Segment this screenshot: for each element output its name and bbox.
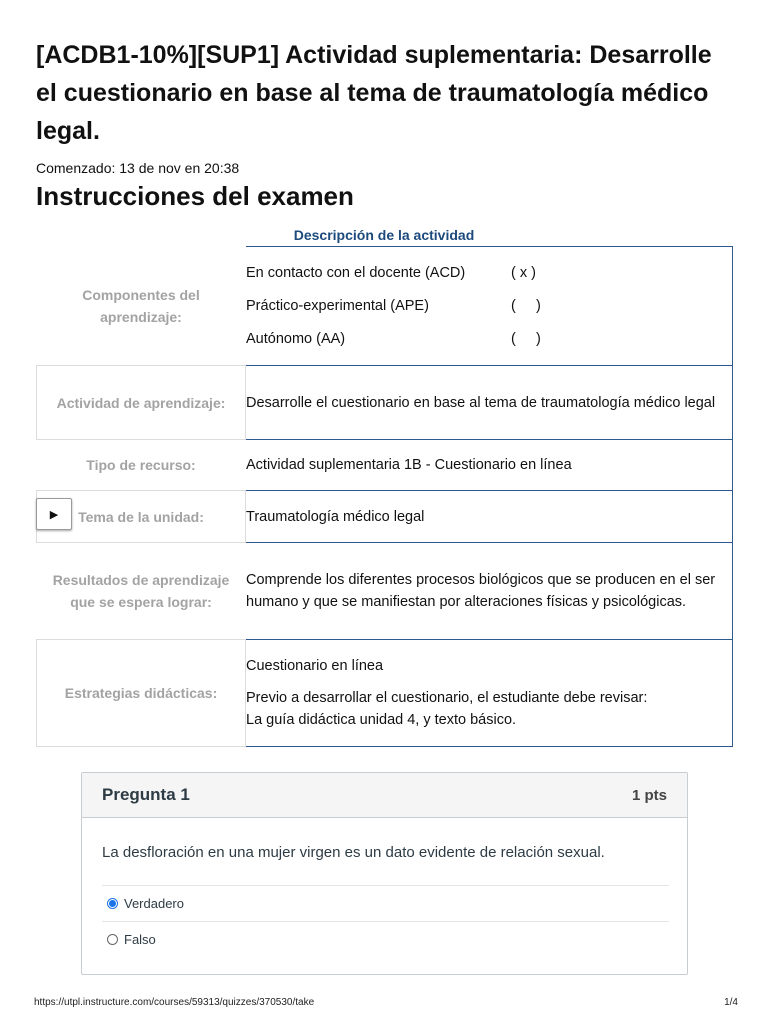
- resource-label: Tipo de recurso:: [37, 440, 246, 491]
- unit-label: Tema de la unidad:: [37, 491, 246, 543]
- unit-value: Traumatología médico legal: [246, 491, 733, 543]
- activity-description-caption: Descripción de la actividad: [293, 227, 475, 243]
- resource-value: Actividad suplementaria 1B - Cuestionario en línea: [246, 440, 733, 491]
- component-mark: ( ): [511, 298, 541, 314]
- answer-option-verdadero[interactable]: [102, 885, 669, 921]
- results-label: Resultados de aprendizaje que se espera lograr:: [37, 543, 246, 640]
- table-row: [37, 247, 733, 366]
- strategies-line: Cuestionario en línea: [246, 658, 384, 674]
- component-name: Práctico-experimental (APE): [246, 298, 429, 314]
- component-name: En contacto con el docente (ACD): [246, 265, 466, 281]
- strategies-value: [246, 640, 733, 747]
- component-name: Autónomo (AA): [246, 331, 346, 347]
- print-page-number: 1/4: [724, 997, 738, 1008]
- component-row: [246, 257, 732, 290]
- table-row: [37, 543, 733, 640]
- strategies-line: La guía didáctica unidad 4, y texto básico.: [246, 712, 517, 728]
- question-title: Pregunta 1: [102, 785, 190, 804]
- table-row: [37, 440, 733, 491]
- print-url: https://utpl.instructure.com/courses/59313/quizzes/370530/take: [34, 997, 315, 1008]
- component-row: [246, 323, 732, 356]
- activity-label: Actividad de aprendizaje:: [37, 366, 246, 440]
- play-icon: ▶: [49, 508, 59, 521]
- question-text: La desfloración en una mujer virgen es un dato evidente de relación sexual.: [102, 844, 605, 861]
- components-value: [246, 247, 733, 366]
- answer-label: Falso: [124, 932, 156, 947]
- answer-list: [102, 885, 669, 957]
- component-row: [246, 290, 732, 323]
- question-header: [82, 773, 687, 818]
- question-card: [81, 772, 688, 975]
- quiz-title: [ACDB1-10%][SUP1] Actividad suplementaria: Desarrolle el cuestionario en base al tema de traumatología médico legal.: [36, 41, 712, 145]
- started-timestamp: Comenzado: 13 de nov en 20:38: [36, 160, 240, 176]
- radio-selected[interactable]: [107, 898, 118, 909]
- radio-unselected[interactable]: [107, 934, 118, 945]
- strategies-label: Estrategias didácticas:: [37, 640, 246, 747]
- table-row: [37, 366, 733, 440]
- strategies-line: Previo a desarrollar el cuestionario, el estudiante debe revisar:: [246, 690, 648, 706]
- components-label: Componentes del aprendizaje:: [37, 247, 246, 366]
- question-points: 1 pts: [631, 786, 667, 804]
- answer-option-falso[interactable]: [102, 921, 669, 957]
- instructions-heading: Instrucciones del examen: [36, 181, 354, 211]
- table-row: [37, 491, 733, 543]
- print-footer: [34, 997, 738, 1008]
- results-value: Comprende los diferentes procesos biológicos que se producen en el ser humano y que se manifiestan por alteraciones físicas y psicológicas.: [246, 543, 733, 640]
- activity-value: Desarrolle el cuestionario en base al tema de traumatología médico legal: [246, 366, 733, 440]
- answer-label: Verdadero: [124, 896, 184, 911]
- component-mark: ( x ): [511, 265, 536, 281]
- component-mark: ( ): [511, 331, 541, 347]
- play-button[interactable]: [36, 498, 72, 530]
- activity-table: [36, 246, 733, 747]
- table-row: [37, 640, 733, 747]
